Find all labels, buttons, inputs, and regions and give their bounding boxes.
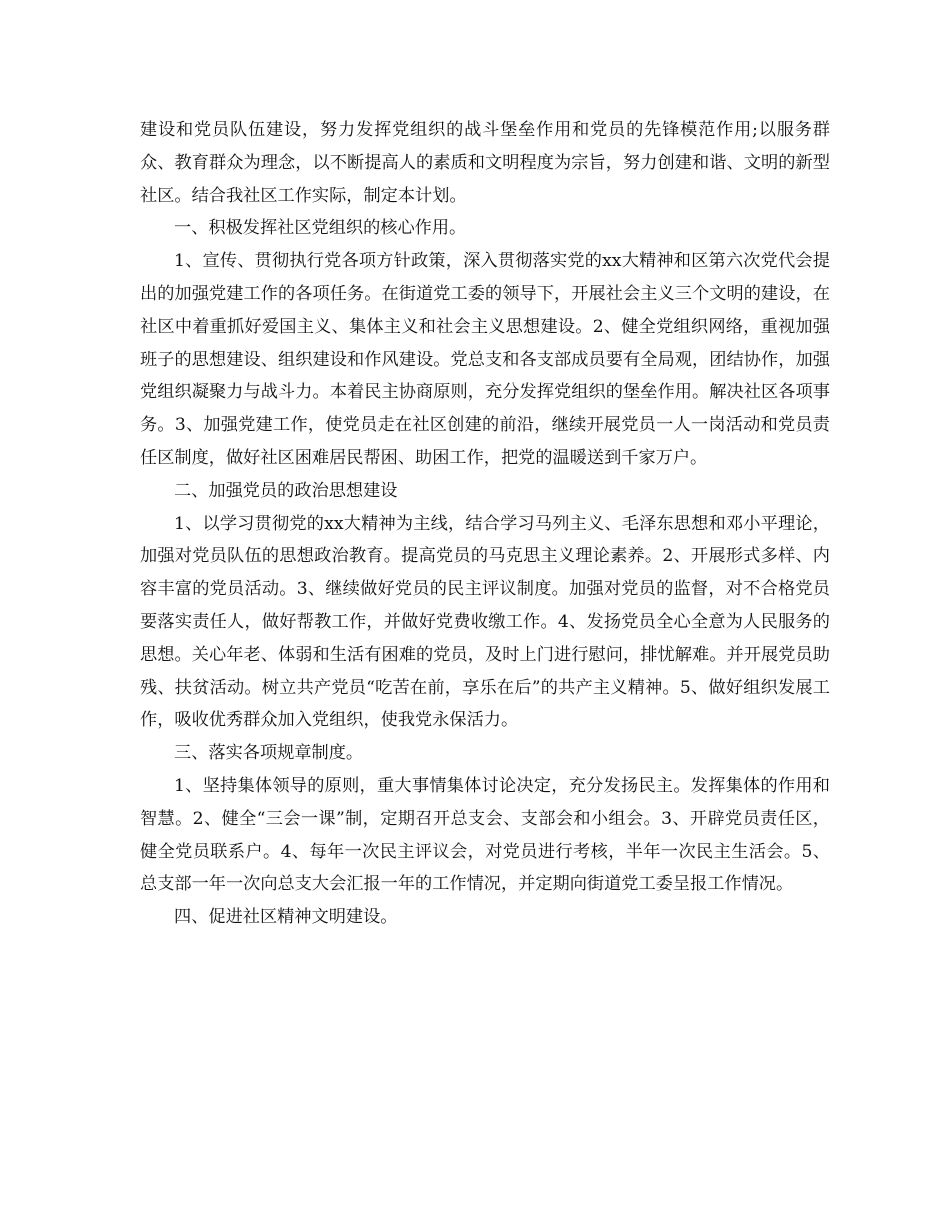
section-heading-4: 四、促进社区精神文明建设。 <box>174 907 398 928</box>
paragraph-section-2: 1、以学习贯彻党的xx大精神为主线，结合学习马列主义、毛泽东思想和邓小平理论，加强对党员队伍的思想政治教育。提高党员的马克思主义理论素养。2、开展形式多样、内容丰富的党员活动。3、继续做好党员的民主评议制度。加强对党员的监督，对不合格党员要落实责任人，做好帮教工作，并做好党费收缴工作。4、发扬党员全心全意为人民服务的思想。关心年老、体弱和生活有困难的党员，及时上门进行慰问，排忧解难。并开展党员助残、扶贫活动。树立共产党员“吃苦在前，享乐在后”的共产主义精神。5、做好组织发展工作，吸收优秀群众加入党组织，使我党永保活力。 <box>140 513 830 731</box>
section-heading-2: 二、加强党员的政治思想建设 <box>174 480 398 501</box>
section-heading-3: 三、落实各项规章制度。 <box>174 743 364 764</box>
paragraph-intro: 建设和党员队伍建设，努力发挥党组织的战斗堡垒作用和党员的先锋模范作用;以服务群众、教育群众为理念，以不断提高人的素质和文明程度为宗旨，努力创建和谐、文明的新型社区。结合我社区工作实际，制定本计划。 <box>140 120 830 206</box>
document-body <box>140 114 830 934</box>
section-heading-1: 一、积极发挥社区党组织的核心作用。 <box>174 218 467 239</box>
paragraph-section-1: 1、宣传、贯彻执行党各项方针政策，深入贯彻落实党的xx大精神和区第六次党代会提出的加强党建工作的各项任务。在街道党工委的领导下，开展社会主义三个文明的建设，在社区中着重抓好爱国主义、集体主义和社会主义思想建设。2、健全党组织网络，重视加强班子的思想建设、组织建设和作风建设。党总支和各支部成员要有全局观，团结协作，加强党组织凝聚力与战斗力。本着民主协商原则，充分发挥党组织的堡垒作用。解决社区各项事务。3、加强党建工作，使党员走在社区创建的前沿，继续开展党员一人一岗活动和党员责任区制度，做好社区困难居民帮困、助困工作，把党的温暖送到千家万户。 <box>140 251 830 468</box>
paragraph-section-3: 1、坚持集体领导的原则，重大事情集体讨论决定，充分发扬民主。发挥集体的作用和智慧。2、健全“三会一课”制，定期召开总支会、支部会和小组会。3、开辟党员责任区，健全党员联系户。4、每年一次民主评议会，对党员进行考核，半年一次民主生活会。5、总支部一年一次向总支大会汇报一年的工作情况，并定期向街道党工委呈报工作情况。 <box>140 775 830 895</box>
